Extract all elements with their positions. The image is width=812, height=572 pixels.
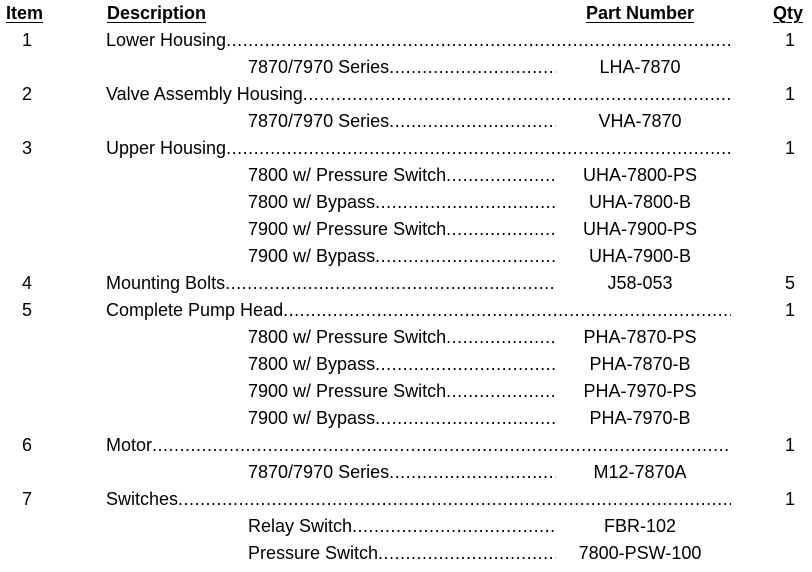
part-number: PHA-7870-B <box>589 354 691 374</box>
part-number: PHA-7970-B <box>589 408 691 428</box>
description-leader <box>248 243 556 270</box>
item-row <box>0 81 812 108</box>
description-leader <box>106 135 731 162</box>
description-text: Upper Housing <box>106 138 227 158</box>
header-qty: Qty <box>773 3 804 23</box>
part-number: PHA-7870-PS <box>583 327 697 347</box>
description-text: 7870/7970 Series <box>248 111 390 131</box>
part-number: UHA-7800-PS <box>582 165 698 185</box>
description-text: Lower Housing <box>106 30 227 50</box>
quantity: 1 <box>784 138 795 158</box>
item-number: 6 <box>21 435 32 455</box>
sub-row <box>0 216 812 243</box>
item-number: 4 <box>21 273 32 293</box>
quantity: 1 <box>784 300 795 320</box>
description-leader <box>106 432 731 459</box>
description-leader <box>248 189 556 216</box>
description-leader <box>106 27 731 54</box>
sub-row <box>0 378 812 405</box>
description-leader <box>248 216 556 243</box>
header-item: Item <box>6 3 44 23</box>
part-number: 7800-PSW-100 <box>578 543 702 563</box>
part-number: FBR-102 <box>603 516 677 536</box>
sub-row <box>0 108 812 135</box>
description-leader <box>248 540 556 567</box>
item-row <box>0 432 812 459</box>
description-leader <box>106 297 731 324</box>
item-row <box>0 27 812 54</box>
item-row <box>0 486 812 513</box>
description-text: 7800 w/ Pressure Switch <box>248 327 447 347</box>
description-leader <box>248 459 556 486</box>
description-leader <box>248 54 556 81</box>
part-number: M12-7870A <box>593 462 687 482</box>
description-leader <box>248 405 556 432</box>
description-leader <box>106 81 731 108</box>
sub-row <box>0 540 812 567</box>
item-number: 5 <box>21 300 32 320</box>
item-row <box>0 270 812 297</box>
quantity: 1 <box>784 435 795 455</box>
item-row <box>0 135 812 162</box>
description-leader <box>248 162 556 189</box>
quantity: 1 <box>784 84 795 104</box>
description-leader <box>248 108 556 135</box>
description-text: Complete Pump Head <box>106 300 284 320</box>
description-leader <box>248 351 556 378</box>
item-number: 1 <box>21 30 32 50</box>
item-number: 7 <box>21 489 32 509</box>
part-number: VHA-7870 <box>598 111 682 131</box>
sub-row <box>0 324 812 351</box>
item-number: 2 <box>21 84 32 104</box>
sub-row <box>0 54 812 81</box>
description-leader <box>248 513 556 540</box>
description-text: 7800 w/ Bypass <box>248 192 376 212</box>
sub-row <box>0 351 812 378</box>
description-leader <box>106 486 731 513</box>
sub-row <box>0 162 812 189</box>
description-text: Switches <box>106 489 179 509</box>
sub-row <box>0 189 812 216</box>
item-row <box>0 297 812 324</box>
description-text: 7900 w/ Pressure Switch <box>248 381 447 401</box>
description-text: Valve Assembly Housing <box>106 84 303 104</box>
part-number: UHA-7900-B <box>588 246 692 266</box>
sub-row <box>0 405 812 432</box>
part-number: UHA-7800-B <box>588 192 692 212</box>
quantity: 1 <box>784 30 795 50</box>
description-text: 7800 w/ Pressure Switch <box>248 165 447 185</box>
description-leader <box>106 270 556 297</box>
sub-row <box>0 243 812 270</box>
sub-row <box>0 459 812 486</box>
description-text: Motor <box>106 435 153 455</box>
part-number: UHA-7900-PS <box>582 219 698 239</box>
description-text: 7870/7970 Series <box>248 462 390 482</box>
description-leader <box>248 324 556 351</box>
description-text: Pressure Switch <box>248 543 379 563</box>
description-leader <box>248 378 556 405</box>
quantity: 5 <box>784 273 795 293</box>
header-description: Description <box>107 3 207 23</box>
description-text: 7900 w/ Bypass <box>248 408 376 428</box>
part-number: LHA-7870 <box>599 57 681 77</box>
sub-row <box>0 513 812 540</box>
description-text: Relay Switch <box>248 516 353 536</box>
description-text: Mounting Bolts <box>106 273 226 293</box>
item-number: 3 <box>21 138 32 158</box>
description-text: 7870/7970 Series <box>248 57 390 77</box>
header-part-number: Part Number <box>586 3 695 23</box>
description-text: 7800 w/ Bypass <box>248 354 376 374</box>
part-number: PHA-7970-PS <box>583 381 697 401</box>
quantity: 1 <box>784 489 795 509</box>
part-number: J58-053 <box>607 273 673 293</box>
description-text: 7900 w/ Bypass <box>248 246 376 266</box>
description-text: 7900 w/ Pressure Switch <box>248 219 447 239</box>
